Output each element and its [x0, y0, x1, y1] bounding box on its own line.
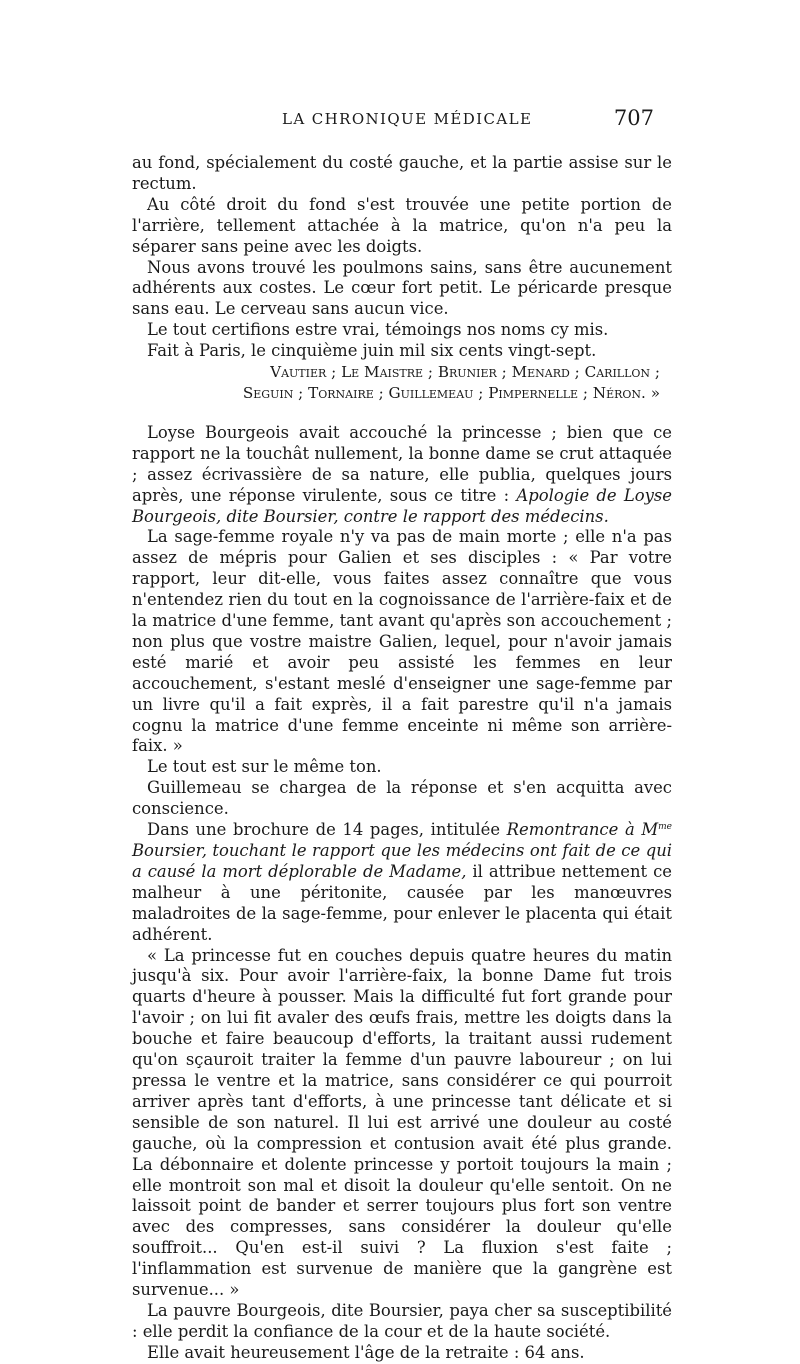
section-gap	[132, 404, 672, 423]
publication-title: Apologie de Loyse Bourgeois, dite Boursier, contre le rapport des médecins.	[132, 485, 672, 526]
paragraph: Elle avait heureusement l'âge de la retraite : 64 ans.	[147, 1342, 585, 1362]
paragraph: La sage-femme royale n'y va pas de main morte ; elle n'a pas assez de mépris pour Galien et ses disciples : « Par votre rapport, leur dit-elle, vous faites assez connaître que vous n'entendez rien du tout en la cognoissance de l'arrière-faix et de la matrice d'une femme, tant avant qu'après son accouchement ; non plus que vostre maistre Galien, lequel, pour n'avoir jamais esté marié et avoir peu assisté les femmes en leur accouchement, s'estant meslé d'enseigner une sage-femme par un livre qu'il a fait exprès, il a fait parestre qu'il n'a jamais cognu la matrice d'une femme enceinte ni même son arrière-faix. »	[132, 527, 672, 756]
quotation-paragraph: « La princesse fut en couches depuis quatre heures du matin jusqu'à six. Pour avoir l'arrière-faix, la bonne Dame fut trois quarts d'heure à pousser. Mais la difficulté fut fort grande pour l'avoir ; on lui fit avaler des œufs frais, mettre les doigts dans la bouche et faire beaucoup d'efforts, la traitant aussi rudement qu'on sçauroit traiter la femme d'un pauvre laboureur ; on lui pressa le ventre et la matrice, sans considérer ce qui pourroit arriver après tant d'efforts, à une princesse tant délicate et si sensible de son naturel. Il lui est arrivé une douleur au costé gauche, où la compression et contusion avait été plus grande. La débonnaire et dolente princesse y portoit toujours la main ; elle montroit son mal et disoit la douleur qu'elle sentoit. On ne laissoit point de bander et serrer toujours plus fort son ventre avec des compresses, sans considérer la douleur qu'elle souffroit... Qu'en est-il suivi ? La fluxion s'est faite ; l'inflammation est survenue de manière que la gangrène est survenue... »	[132, 945, 672, 1300]
superscript: me	[658, 822, 672, 833]
paragraph: Le tout certifions estre vrai, témoings nos noms cy mis.	[147, 320, 609, 340]
paragraph-text: il attribue nettement ce malheur à une péritonite, causée par les manœuvres maladroites de la sage-femme, pour enlever le placenta qui était adhérent.	[132, 861, 672, 944]
paragraph: Fait à Paris, le cinquième juin mil six cents vingt-sept.	[147, 341, 597, 361]
signatures-line: Seguin ; Tornaire ; Guillemeau ; Pimpernelle ; Néron. »	[242, 383, 660, 402]
paragraph	[132, 820, 672, 945]
paragraph: Guillemeau se chargea de la réponse et s'en acquitta avec conscience.	[132, 778, 672, 819]
journal-title: LA CHRONIQUE MÉDICALE	[282, 110, 533, 128]
paragraph	[132, 423, 672, 528]
paragraph-text: Dans une brochure de 14 pages, intitulée	[147, 820, 501, 840]
title-part: Boursier, touchant le rapport que les médecins ont fait de ce qui a causé la mort déplorable de Madame,	[132, 841, 672, 881]
running-head	[132, 106, 654, 134]
paragraph: au fond, spécialement du costé gauche, et la partie assise sur le rectum.	[132, 153, 672, 193]
paragraph: Au côté droit du fond s'est trouvée une petite portion de l'arrière, tellement attachée à la matrice, qu'on n'a peu la séparer sans peine avec les doigts.	[132, 194, 672, 256]
signatures-line: Vautier ; Le Maistre ; Brunier ; Menard ; Carillon ;	[270, 363, 660, 382]
title-part: Remontrance à M	[506, 820, 659, 840]
paragraph: La pauvre Bourgeois, dite Boursier, paya cher sa susceptibilité : elle perdit la confiance de la cour et de la haute société.	[132, 1300, 672, 1341]
page-number: 707	[613, 106, 654, 130]
main-text	[132, 153, 672, 1364]
paragraph-text: Loyse Bourgeois avait accouché la princesse ; bien que ce rapport ne la touchât nullement, la bonne dame se crut attaquée ; assez écrivassière de sa nature, elle publia, quelques jours après, une réponse virulente, sous ce titre :	[132, 422, 672, 505]
paragraph: Nous avons trouvé les poulmons sains, sans être aucunement adhérents aux costes. Le cœur fort petit. Le péricarde presque sans eau. Le cerveau sans aucun vice.	[132, 257, 672, 319]
paragraph: Le tout est sur le même ton.	[147, 757, 382, 777]
